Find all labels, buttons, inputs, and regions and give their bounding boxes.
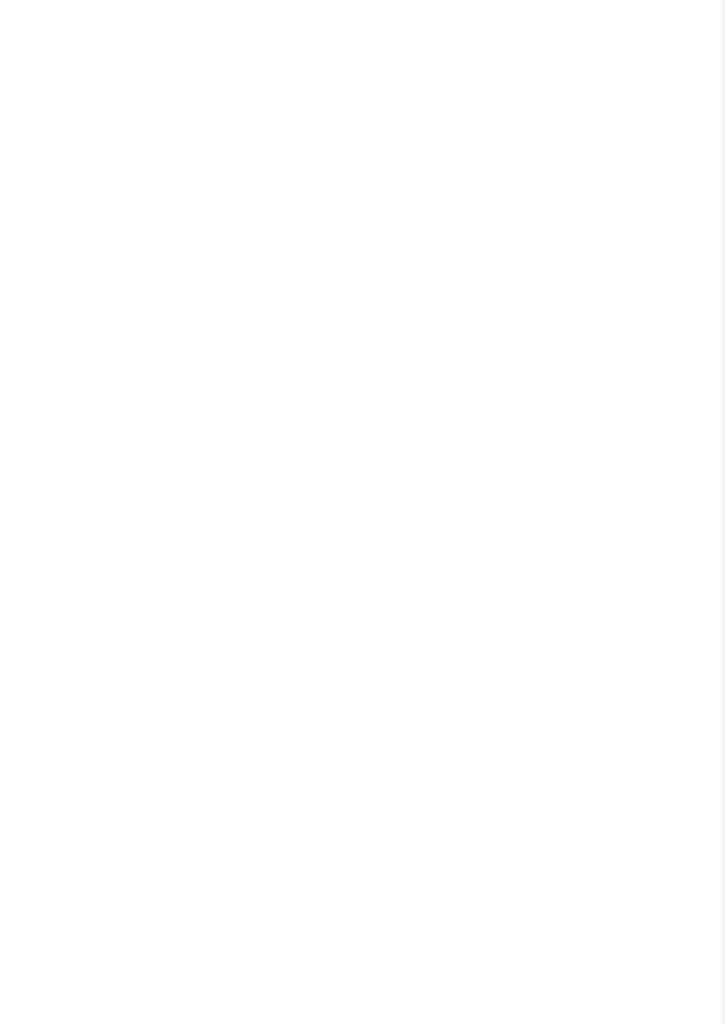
paragraph-line <box>100 965 637 995</box>
paragraph-line <box>100 452 637 482</box>
paragraph-line <box>100 724 637 754</box>
paragraph-line <box>100 754 637 784</box>
paragraph-line <box>100 512 637 542</box>
paragraph-line <box>100 603 637 633</box>
scan-edge-shadow <box>719 0 725 1024</box>
list-item <box>100 784 637 814</box>
section-heading <box>100 542 637 572</box>
list-item <box>100 814 637 844</box>
paragraph-line <box>100 573 637 603</box>
section-heading <box>100 663 637 693</box>
paragraph-line <box>100 210 637 240</box>
paragraph-line <box>100 482 637 512</box>
list-item <box>100 875 637 905</box>
paragraph-line <box>100 241 637 271</box>
section-heading <box>100 331 637 361</box>
paragraph-line <box>100 301 637 331</box>
paragraph-line <box>100 905 637 935</box>
paragraph-line <box>100 180 637 210</box>
paragraph-line <box>100 693 637 723</box>
paragraph-line <box>100 422 637 452</box>
paragraph-line <box>100 392 637 422</box>
paragraph-line <box>100 361 637 391</box>
paragraph-line <box>100 633 637 663</box>
paragraph-line <box>100 844 637 874</box>
paragraph-line <box>100 271 637 301</box>
list-item <box>100 935 637 965</box>
paragraph-line <box>100 150 637 180</box>
